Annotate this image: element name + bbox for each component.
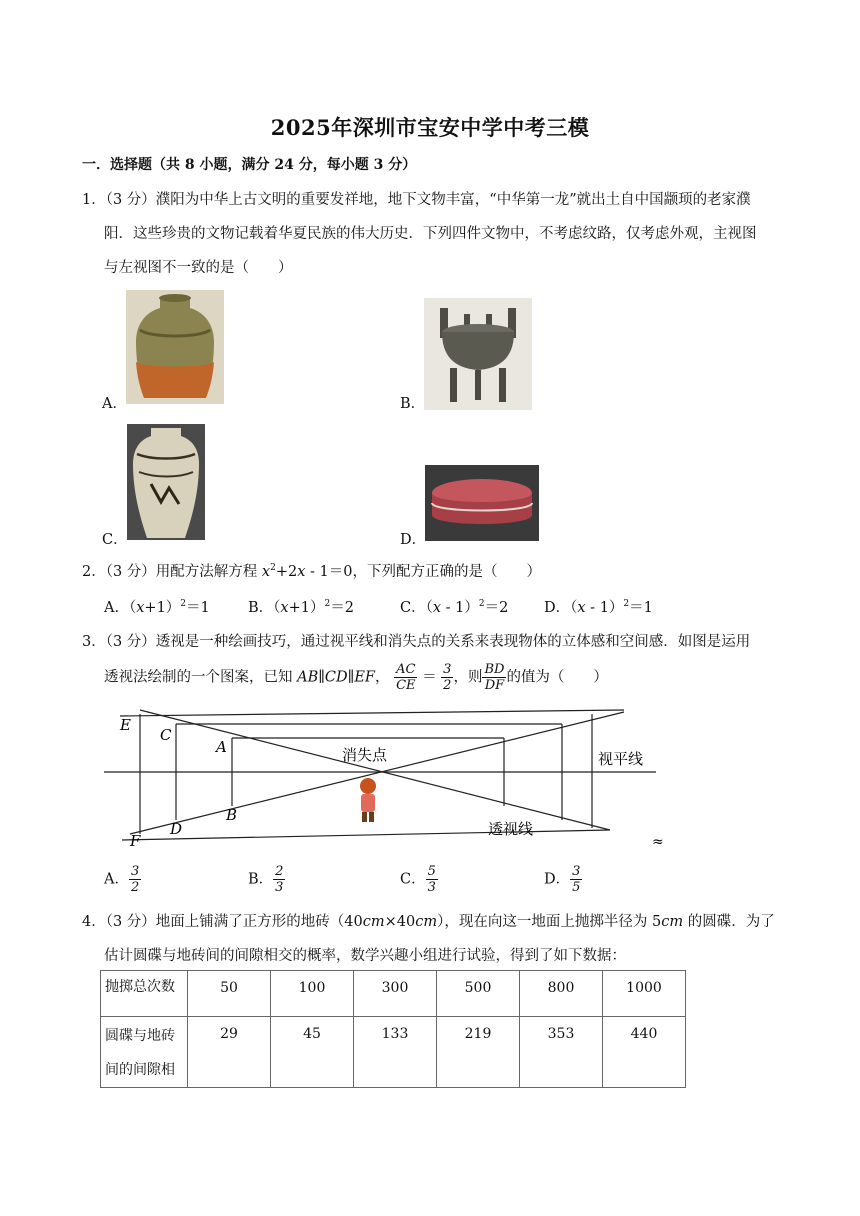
point-e: E (120, 716, 131, 734)
artifact-vase-photo (127, 424, 205, 540)
q3-option-d: D． $\frac{3}{5}$ (544, 864, 581, 895)
q2-option-a: A．$(x+1)^2=1$ (104, 599, 210, 616)
q2-option-c: C．（x - 1）$^2$＝2 (400, 599, 509, 616)
row1-header: 抛掷总次数 (101, 971, 188, 1017)
page-title: 2025年深圳市宝安中学中考三模 (270, 115, 590, 140)
vanishing-point-label: 消失点 (342, 746, 388, 764)
artifact-box-photo (425, 465, 539, 541)
artifact-jar-photo (126, 290, 224, 404)
q1-line2: 阳．这些珍贵的文物记载着华夏民族的伟大历史．下列四件文物中，不考虑纹路，仅考虑外观，主视图 (104, 226, 757, 242)
row2-header: 圆碟与地砖 间的间隙相 (101, 1017, 188, 1088)
artifact-tripod-photo (424, 298, 532, 410)
q2-stem: 2．（3 分）用配方法解方程 $x^2+2x - 1=0$，下列配方正确的是（ ） (82, 563, 541, 580)
q3-line2: 透视法绘制的一个图案，已知 AB∥CD∥EF， $\frac{AC}{CE}$ ＝ $\frac{3}{2}$ ，则 $\frac{BD}{DF}$ 的值为（ ） (104, 662, 608, 693)
point-c: C (160, 726, 172, 744)
approx-symbol: ≈ (652, 834, 664, 850)
q1-line1: 1．（3 分）濮阳为中华上古文明的重要发祥地，地下文物丰富，“中华第一龙”就出土自中国颛顼的老家濮 (82, 192, 751, 208)
section-heading: 一．选择题（共 8 小题，满分 24 分，每小题 3 分） (82, 157, 417, 173)
q1-option-b-label: B． (400, 396, 426, 412)
experiment-table (100, 970, 686, 1088)
perspective-figure (100, 702, 670, 850)
q4-line2: 估计圆碟与地砖间的间隙相交的概率，数学兴趣小组进行试验，得到了如下数据： (104, 948, 626, 964)
horizon-line-label: 视平线 (598, 750, 644, 768)
fraction-bd-df: $\frac{BD}{DF}$ (484, 662, 505, 693)
perspective-line-label: 透视线 (488, 820, 534, 838)
q2-option-d: D．（x - 1）$^2$＝1 (544, 599, 653, 616)
point-f: F (130, 832, 141, 850)
q3-option-c: C． $\frac{5}{3}$ (400, 864, 436, 895)
q1-option-d-label: D． (400, 532, 427, 548)
q3-line1: 3．（3 分）透视是一种绘画技巧，通过视平线和消失点的关系来表现物体的立体感和空间感．如图是运用 (82, 634, 751, 650)
q1-option-c-label: C． (102, 532, 128, 548)
fraction-3-2: $\frac{3}{2}$ (443, 662, 452, 693)
q2-option-b: B．$(x+1)^2=2$ (248, 599, 354, 616)
point-b: B (226, 806, 238, 824)
table-row: 抛掷总次数 50 100 300 500 800 1000 (101, 971, 686, 1017)
point-a: A (216, 738, 227, 756)
q1-option-a-label: A． (102, 396, 127, 412)
q3-option-b: B． $\frac{2}{3}$ (248, 864, 284, 895)
q1-line3: 与左视图不一致的是（ ） (104, 260, 293, 276)
table-row: 圆碟与地砖 间的间隙相 29 45 133 219 353 440 (101, 1017, 686, 1088)
point-d: D (170, 820, 183, 838)
fraction-ac-ce: $\frac{AC}{CE}$ (396, 662, 416, 693)
q3-option-a: A． $\frac{3}{2}$ (104, 864, 140, 895)
q4-line1: 4．（3 分）地面上铺满了正方形的地砖（40cm×40cm），现在向这一地面上抛掷半径为 5cm 的圆碟．为了 (82, 914, 775, 930)
